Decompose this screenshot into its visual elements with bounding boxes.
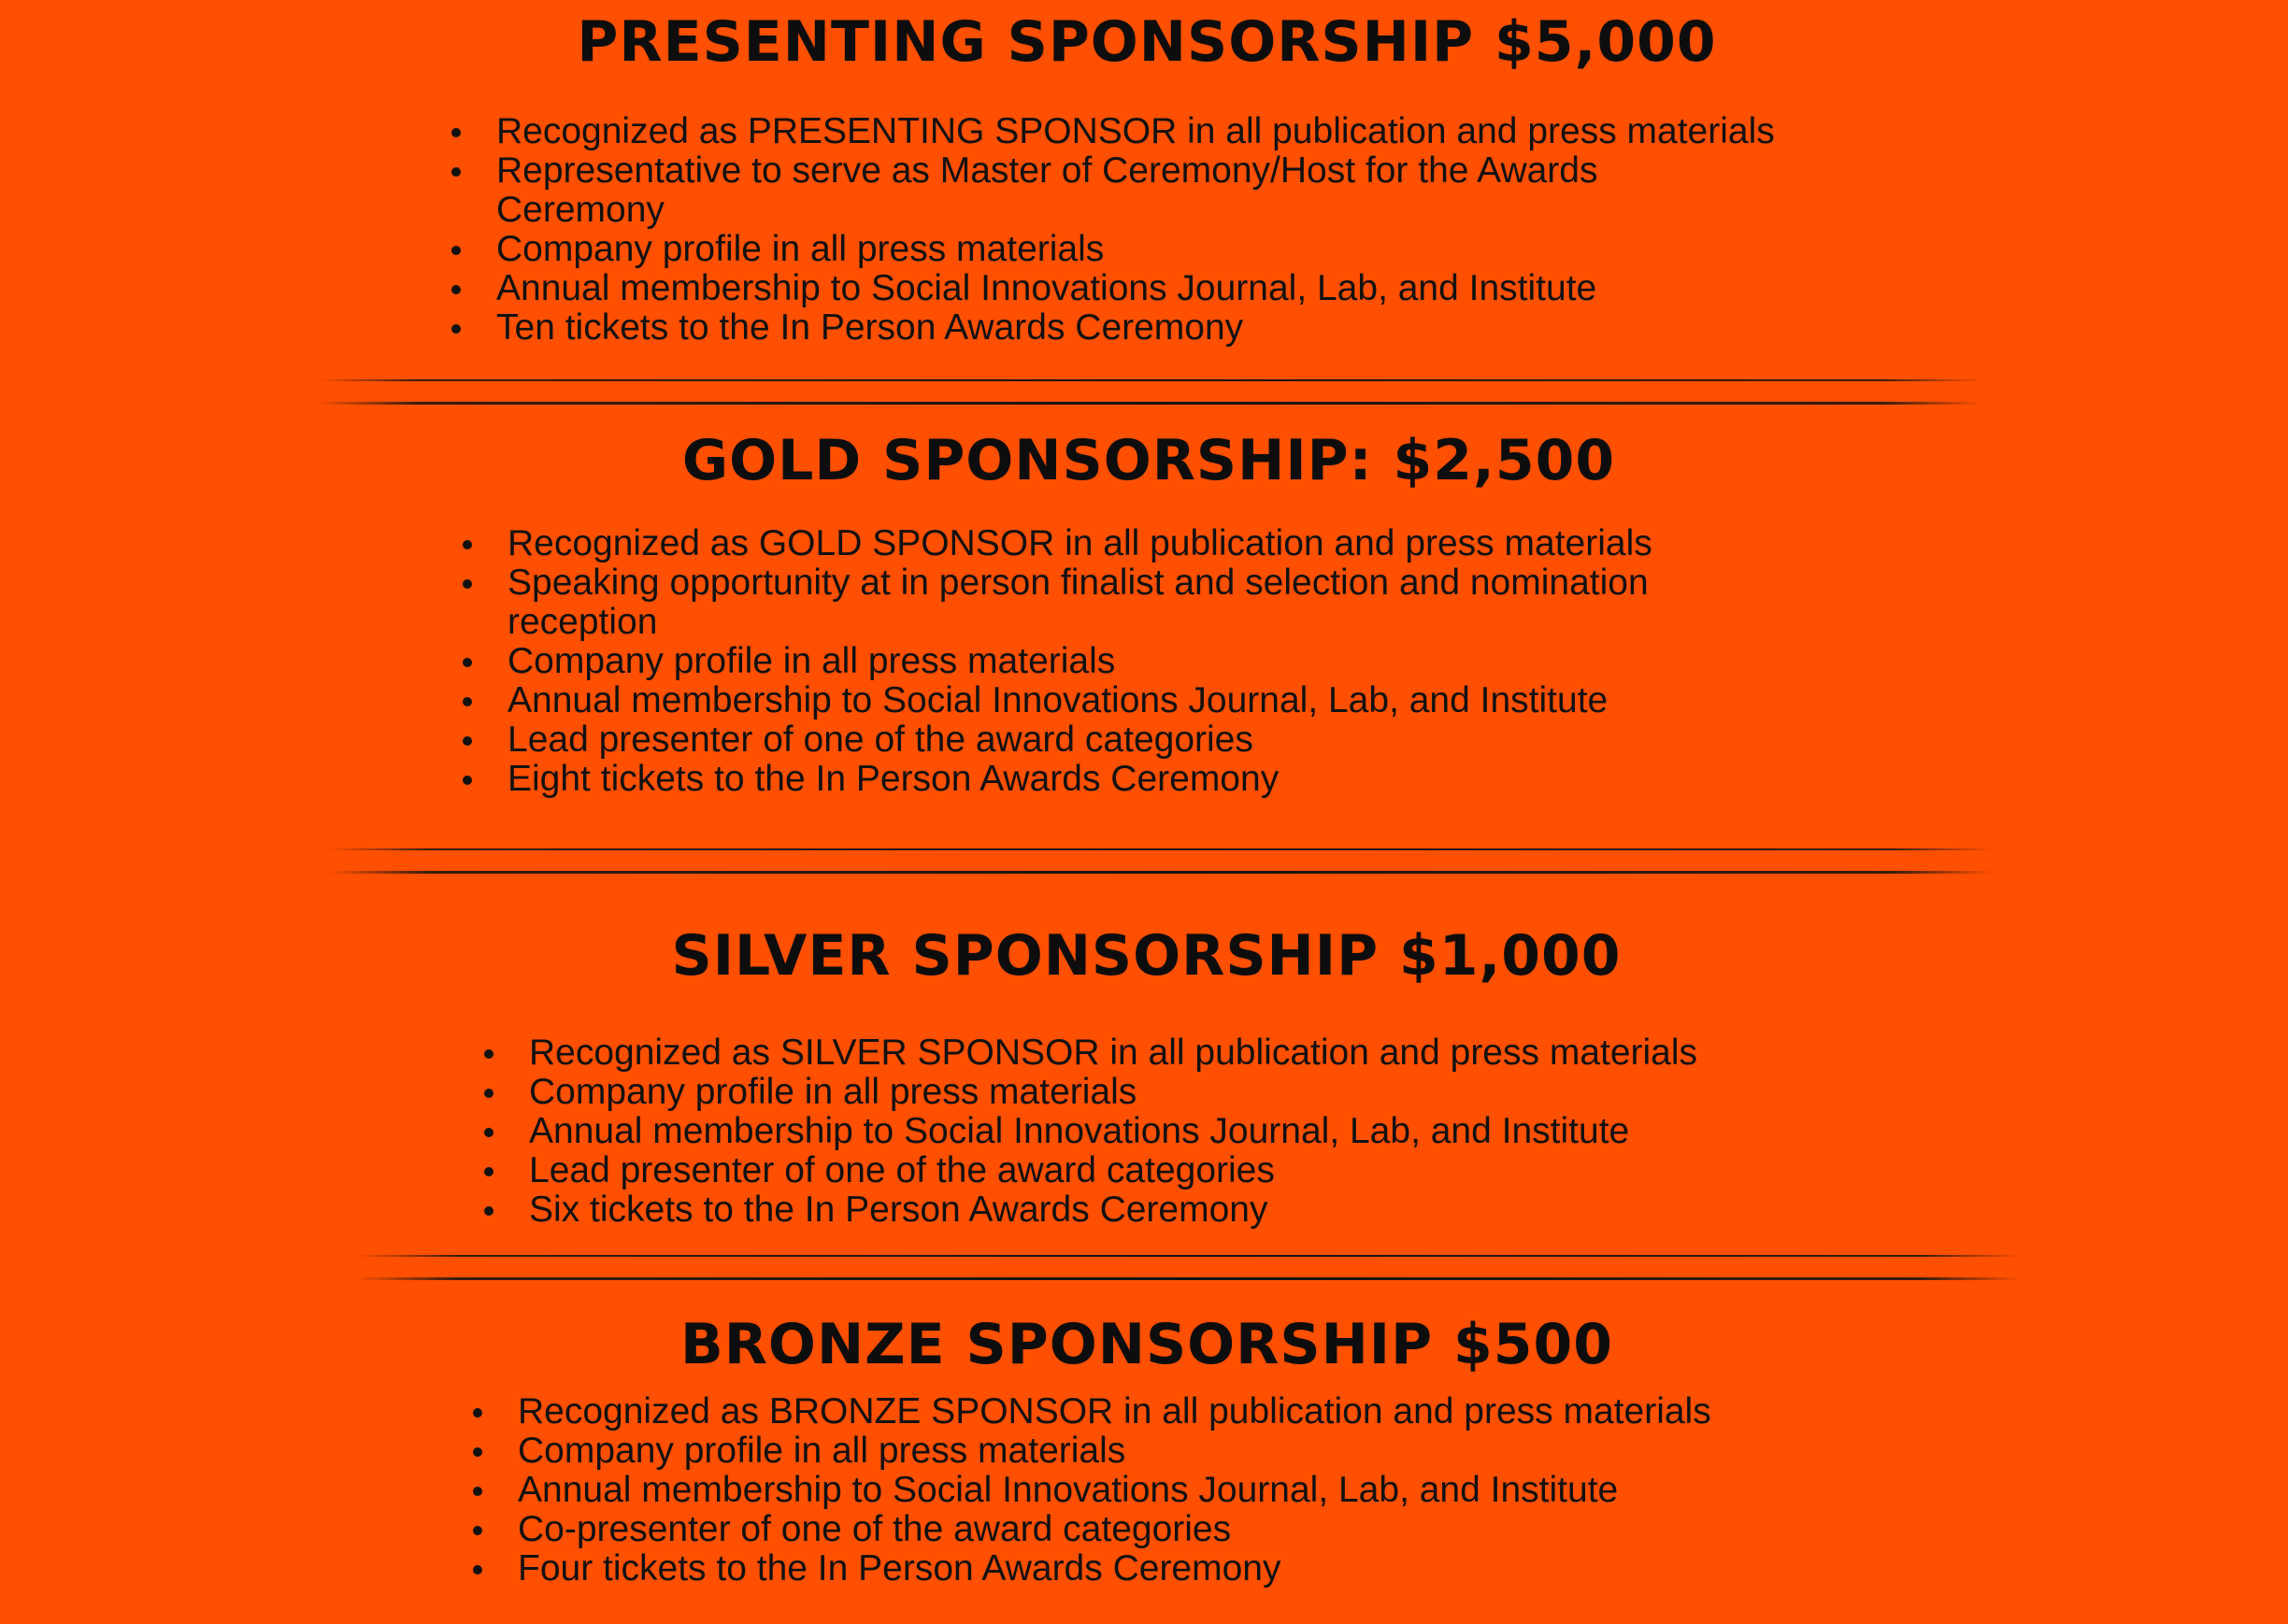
list-item: Company profile in all press materials [463, 642, 1771, 681]
list-item: Recognized as SILVER SPONSOR in all publication and press materials [484, 1033, 1793, 1073]
presenting-benefits-list [451, 112, 1853, 348]
list-item: Speaking opportunity at in person finalist and selection and nomination reception [463, 563, 1779, 642]
list-item: Recognized as BRONZE SPONSOR in all publication and press materials [473, 1392, 1828, 1432]
list-item: Annual membership to Social Innovations Journal, Lab, and Institute [451, 269, 1853, 308]
list-item: Company profile in all press materials [484, 1073, 1793, 1112]
silver-benefits-list [484, 1033, 1793, 1230]
list-item: Eight tickets to the In Person Awards Ceremony [463, 760, 1771, 799]
section-divider [357, 1252, 2021, 1280]
presenting-sponsorship-title: PRESENTING SPONSORSHIP $5,000 [577, 9, 1717, 75]
bronze-sponsorship-section [0, 1312, 2288, 1588]
list-item: Annual membership to Social Innovations Journal, Lab, and Institute [463, 681, 1771, 720]
list-item: Four tickets to the In Person Awards Ceremony [473, 1549, 1828, 1588]
gold-benefits-list [463, 524, 1771, 799]
list-item: Annual membership to Social Innovations Journal, Lab, and Institute [473, 1471, 1828, 1510]
gold-sponsorship-section [0, 428, 2288, 799]
list-item: Lead presenter of one of the award categories [463, 720, 1771, 760]
list-item: Recognized as PRESENTING SPONSOR in all publication and press materials [451, 112, 1853, 151]
silver-sponsorship-title: SILVER SPONSORSHIP $1,000 [671, 923, 1622, 989]
list-item: Co-presenter of one of the award categories [473, 1510, 1828, 1549]
presenting-sponsorship-section [0, 9, 2288, 348]
list-item: Company profile in all press materials [473, 1432, 1828, 1471]
section-divider [329, 846, 1993, 874]
bronze-benefits-list [473, 1392, 1828, 1588]
gold-sponsorship-title: GOLD SPONSORSHIP: $2,500 [681, 428, 1616, 493]
section-divider [318, 377, 1981, 405]
bronze-sponsorship-title: BRONZE SPONSORSHIP $500 [680, 1312, 1613, 1377]
list-item: Ten tickets to the In Person Awards Ceremony [451, 308, 1853, 348]
list-item: Representative to serve as Master of Ceremony/Host for the Awards Ceremony [451, 151, 1767, 230]
list-item: Company profile in all press materials [451, 230, 1853, 269]
list-item: Six tickets to the In Person Awards Ceremony [484, 1190, 1793, 1230]
list-item: Lead presenter of one of the award categories [484, 1151, 1793, 1190]
list-item: Recognized as GOLD SPONSOR in all publication and press materials [463, 524, 1771, 563]
silver-sponsorship-section [0, 923, 2288, 1230]
list-item: Annual membership to Social Innovations Journal, Lab, and Institute [484, 1112, 1793, 1151]
